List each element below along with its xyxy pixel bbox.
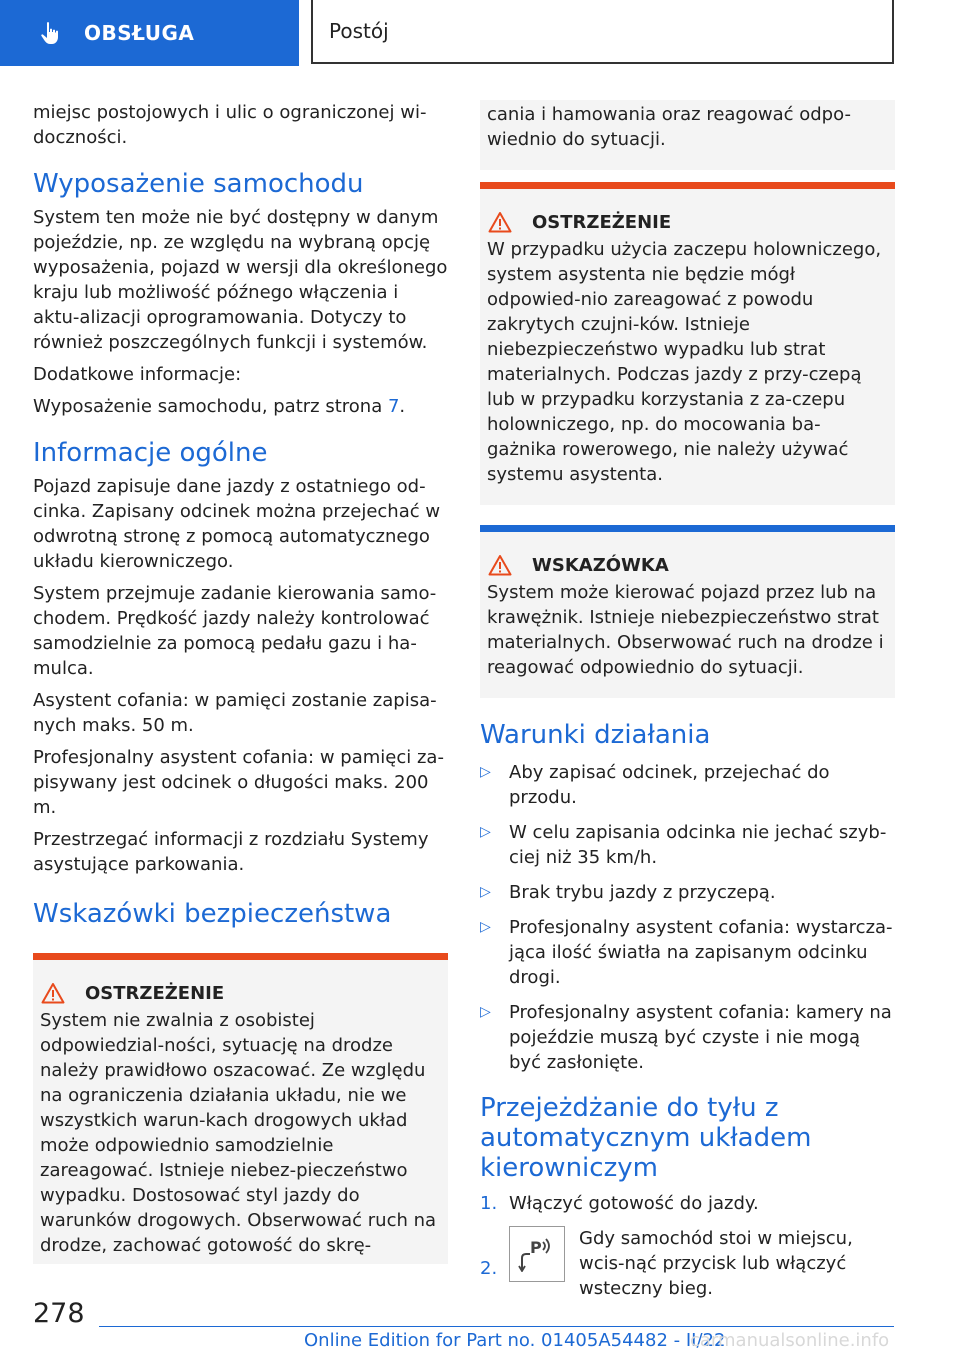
parking-assistant-button-icon <box>509 1226 565 1282</box>
heading-reverse: Przejeżdżanie do tyłu z automatycznym układem kierowniczym <box>480 1093 812 1183</box>
warning-header <box>33 960 448 1008</box>
page-reference-link[interactable]: 7 <box>387 396 400 417</box>
heading-general: Informacje ogólne <box>33 438 268 468</box>
reference-paragraph <box>33 394 448 419</box>
reference-text: Wyposażenie samochodu, patrz strona <box>33 396 388 417</box>
list-item-text: Profesjonalny asystent cofania: kamery na pojeździe muszą być czyste i nie mogą być zasłonięte. <box>509 1002 892 1073</box>
list-item <box>480 820 895 870</box>
heading-safety: Wskazówki bezpieczeństwa <box>33 899 392 929</box>
page-header <box>0 0 960 66</box>
warning-title: OSTRZEŻENIE <box>85 982 225 1004</box>
page-number: 278 <box>33 1298 85 1329</box>
warning-text: W przypadku użycia zaczepu holowniczego, system asystenta nie będzie mógł odpowied-nio zareagować z powodu zakrytych czujni-ków. Istnieje niebezpieczeństwo wypadku lub strat materialnych. Podczas jazdy z przy-czepą lub w przypadku korzystania z za-czepu holowniczego, np. do mocowania ba-gażnika rowerowego, nie należy używać systemu asystenta. <box>487 239 882 485</box>
note-title: WSKAZÓWKA <box>532 554 669 576</box>
warning-header <box>480 189 895 237</box>
list-item-text: Profesjonalny asystent cofania: wystarcza-jąca ilość światła na zapisanym odcinku drogi. <box>509 917 893 988</box>
list-item <box>480 880 895 905</box>
paragraph: Profesjonalny asystent cofania: w pamięci za-pisywany jest odcinek o długości maks. 200 m. <box>33 747 444 818</box>
warning-continuation <box>480 100 895 170</box>
step-item <box>480 1191 895 1216</box>
reference-end: . <box>399 396 406 417</box>
triangle-bullet-icon: ▷ <box>480 884 491 900</box>
triangle-bullet-icon: ▷ <box>480 919 491 935</box>
hand-pointer-icon <box>38 20 64 46</box>
note-text: System może kierować pojazd przez lub na krawężnik. Istnieje niebezpieczeństwo strat materialnych. Obserwować ruch na drodze i reagować odpowiednio do sytuacji. <box>487 582 884 678</box>
warning-triangle-icon <box>488 554 512 576</box>
list-item <box>480 915 895 990</box>
section-tab <box>0 0 299 66</box>
paragraph: Pojazd zapisuje dane jazdy z ostatniego od-cinka. Zapisany odcinek można przejechać w odwrotną stronę z pomocą automatycznego układu kierowniczego. <box>33 476 441 572</box>
step-text: Włączyć gotowość do jazdy. <box>509 1193 759 1214</box>
paragraph: Asystent cofania: w pamięci zostanie zapisa-nych maks. 50 m. <box>33 690 437 736</box>
step-text: Gdy samochód stoi w miejscu, wcis-nąć przycisk lub włączyć wsteczny bieg. <box>579 1228 853 1299</box>
warning-box <box>480 182 895 505</box>
paragraph: System przejmuje zadanie kierowania samo-chodem. Prędkość jazdy należy kontrolować samodzielnie za pomocą pedału gazu i ha-mulca. <box>33 583 437 679</box>
paragraph: System ten może nie być dostępny w danym pojeździe, np. ze względu na wybraną opcję wyposażenia, pojazd w wersji dla określonego kraju lub możliwość późnego włączenia i aktu-alizacji oprogramowania. Dotyczy to również poszczególnych funkcji i systemów. <box>33 207 448 353</box>
conditions-list <box>480 760 895 1075</box>
step-number: 1. <box>480 1193 498 1214</box>
warning-title: OSTRZEŻENIE <box>532 211 672 233</box>
chapter-title-box <box>311 0 894 64</box>
warning-text-continued: cania i hamowania oraz reagować odpo-wiednio do sytuacji. <box>487 104 851 150</box>
warning-triangle-icon <box>41 982 65 1004</box>
list-item <box>480 760 895 810</box>
footer-divider <box>99 1326 894 1327</box>
left-column <box>33 100 448 1264</box>
heading-equipment: Wyposażenie samochodu <box>33 169 364 199</box>
triangle-bullet-icon: ▷ <box>480 764 491 780</box>
right-column <box>480 100 895 1311</box>
chapter-title: Postój <box>329 19 389 43</box>
paragraph: Dodatkowe informacje: <box>33 364 242 385</box>
edition-info: Online Edition for Part no. 01405A54482 - II/22 <box>304 1330 726 1351</box>
triangle-bullet-icon: ▷ <box>480 824 491 840</box>
note-header <box>480 532 895 580</box>
step-number: 2. <box>480 1258 498 1279</box>
steps-list <box>480 1191 895 1301</box>
list-item-text: Brak trybu jazdy z przyczepą. <box>509 882 776 903</box>
section-label: OBSŁUGA <box>84 21 195 45</box>
list-item <box>480 1000 895 1075</box>
svg-text:P: P <box>530 1238 542 1257</box>
heading-conditions: Warunki działania <box>480 720 711 750</box>
list-item-text: Aby zapisać odcinek, przejechać do przodu. <box>509 762 830 808</box>
warning-text: System nie zwalnia z osobistej odpowiedzial-ności, sytuację na drodze należy prawidłowo oszacować. Ze względu na ograniczenia działania układu, nie we wszystkich warun-kach drogowych układ może odpowiednio samodzielnie zareagować. Istnieje niebez-pieczeństwo wypadku. Dostosować styl jazdy do warunków drogowych. Obserwować ruch na drodze, zachować gotowość do skrę- <box>40 1010 437 1256</box>
page-footer <box>0 1290 960 1362</box>
warning-box <box>33 953 448 1264</box>
paragraph: Przestrzegać informacji z rozdziału Systemy asystujące parkowania. <box>33 829 429 875</box>
paragraph: miejsc postojowych i ulic o ograniczonej wi-doczności. <box>33 102 427 148</box>
note-box <box>480 525 895 698</box>
warning-triangle-icon <box>488 211 512 233</box>
list-item-text: W celu zapisania odcinka nie jechać szyb-ciej niż 35 km/h. <box>509 822 887 868</box>
triangle-bullet-icon: ▷ <box>480 1004 491 1020</box>
watermark: carmanualsonline.info <box>690 1330 890 1351</box>
